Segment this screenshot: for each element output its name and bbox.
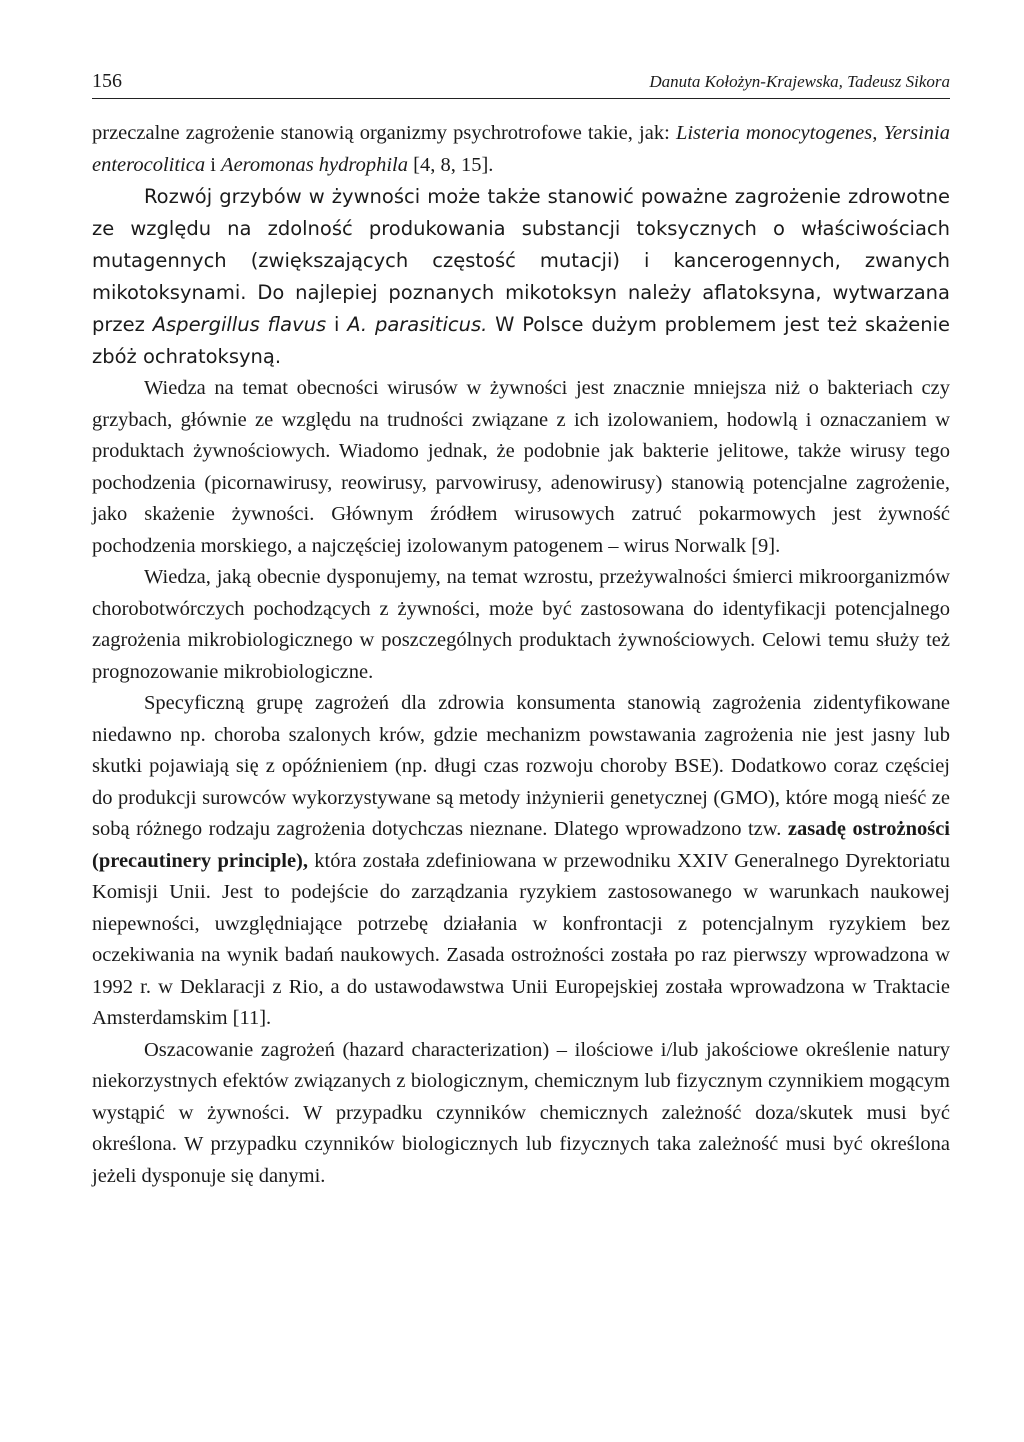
species-name: Aeromonas hydrophila	[221, 153, 408, 176]
page-number: 156	[92, 70, 122, 92]
citation: [4, 8, 15].	[408, 153, 494, 176]
species-name: Aspergillus flavus	[152, 313, 327, 336]
paragraph-precaution-principle	[92, 688, 950, 1035]
species-name: A. parasiticus.	[347, 313, 488, 336]
paragraph-psychrotrophs	[92, 118, 950, 181]
paragraph-hazard-characterization: Oszacowanie zagrożeń (hazard characterization) – ilościowe i/lub jakościowe określenie natury niekorzystnych efektów związanych z biologicznym, chemicznym lub fizycznym czynnikiem mogącym wystąpić w żywności. W przypadku czynników chemicznych zależność doza/skutek musi być określona. W przypadku czynników biologicznych lub fizycznych taka zależność musi być określona jeżeli dysponuje się danymi.	[92, 1038, 950, 1187]
paragraph-fungi	[92, 181, 950, 373]
paragraph-viruses: Wiedza na temat obecności wirusów w żywności jest znacznie mniejsza niż o bakteriach czy grzybach, głównie ze względu na trudności związane z ich izolowaniem, hodowlą i oznaczaniem w produktach żywnościowych. Wiadomo jednak, że podobnie jak bakterie jelitowe, także wirusy tego pochodzenia (picornawirusy, reowirusy, parvowirusy, adenowirusy) stanowią potencjalne zagrożenie, jako skażenie żywności. Głównym źródłem wirusowych zatruć pokarmowych jest żywność pochodzenia morskiego, a najczęściej izolowanym patogenem – wirus Norwalk [9].	[92, 377, 950, 557]
text-run: W Polsce dużym problemem jest też skażenie zbóż ochratoksyną.	[92, 313, 950, 368]
paragraph-microbial-knowledge: Wiedza, jaką obecnie dysponujemy, na temat wzrostu, przeżywalności śmierci mikroorganizmów chorobotwórczych pochodzących z żywności, może być zastosowana do identyfikacji potencjalnego zagrożenia mikrobiologicznego w poszczególnych produktach żywnościowych. Celowi temu służy też prognozowanie mikrobiologiczne.	[92, 566, 950, 683]
body-text	[92, 118, 950, 1192]
species-names: Listeria monocytogenes, Yersinia enterocolitica	[92, 122, 950, 176]
page-header	[92, 70, 950, 99]
bold-term: zasadę ostrożności (precautinery principle),	[92, 818, 950, 872]
text-run: i	[205, 153, 222, 176]
text-run: Rozwój grzybów w żywności może także stanowić poważne zagrożenie zdrowotne ze względu na zdolność produkowania substancji toksycznych o właściwościach mutagennych (zwiększających częstość mutacji) i kancerogennych, zwanych mikotoksynami. Do najlepiej poznanych mikotoksyn należy aflatoksyna, wytwarzana przez	[92, 185, 950, 336]
text-run: i	[326, 313, 348, 336]
text-run: Specyficzną grupę zagrożeń dla zdrowia konsumenta stanowią zagrożenia zidentyfikowane niedawno np. choroba szalonych krów, gdzie mechanizm powstawania zagrożenia nie jest jasny lub skutki pojawiają się z opóźnieniem (np. długi czas rozwoju choroby BSE). Dodatkowo coraz częściej do produkcji surowców wykorzystywane są metody inżynierii genetycznej (GMO), które mogą nieść ze sobą różnego rodzaju zagrożenia dotychczas nieznane. Dlatego wprowadzono tzw.	[92, 692, 950, 840]
text-run: przeczalne zagrożenie stanowią organizmy psychrotrofowe takie, jak:	[92, 122, 676, 144]
text-run: która została zdefiniowana w przewodniku XXIV Generalnego Dyrektoriatu Komisji Unii. Jest to podejście do zarządzania ryzykiem zastosowanego w warunkach naukowej niepewności, uwzględniające potrzebę działania w konfrontacji z potencjalnym ryzykiem bez oczekiwania na wynik badań naukowych. Zasada ostrożności została po raz pierwszy wprowadzona w 1992 r. w Deklaracji z Rio, a do ustawodawstwa Unii Europejskiej została wprowadzona w Traktacie Amsterdamskim [11].	[92, 849, 950, 1029]
running-head-authors: Danuta Kołożyn-Krajewska, Tadeusz Sikora	[649, 72, 950, 91]
